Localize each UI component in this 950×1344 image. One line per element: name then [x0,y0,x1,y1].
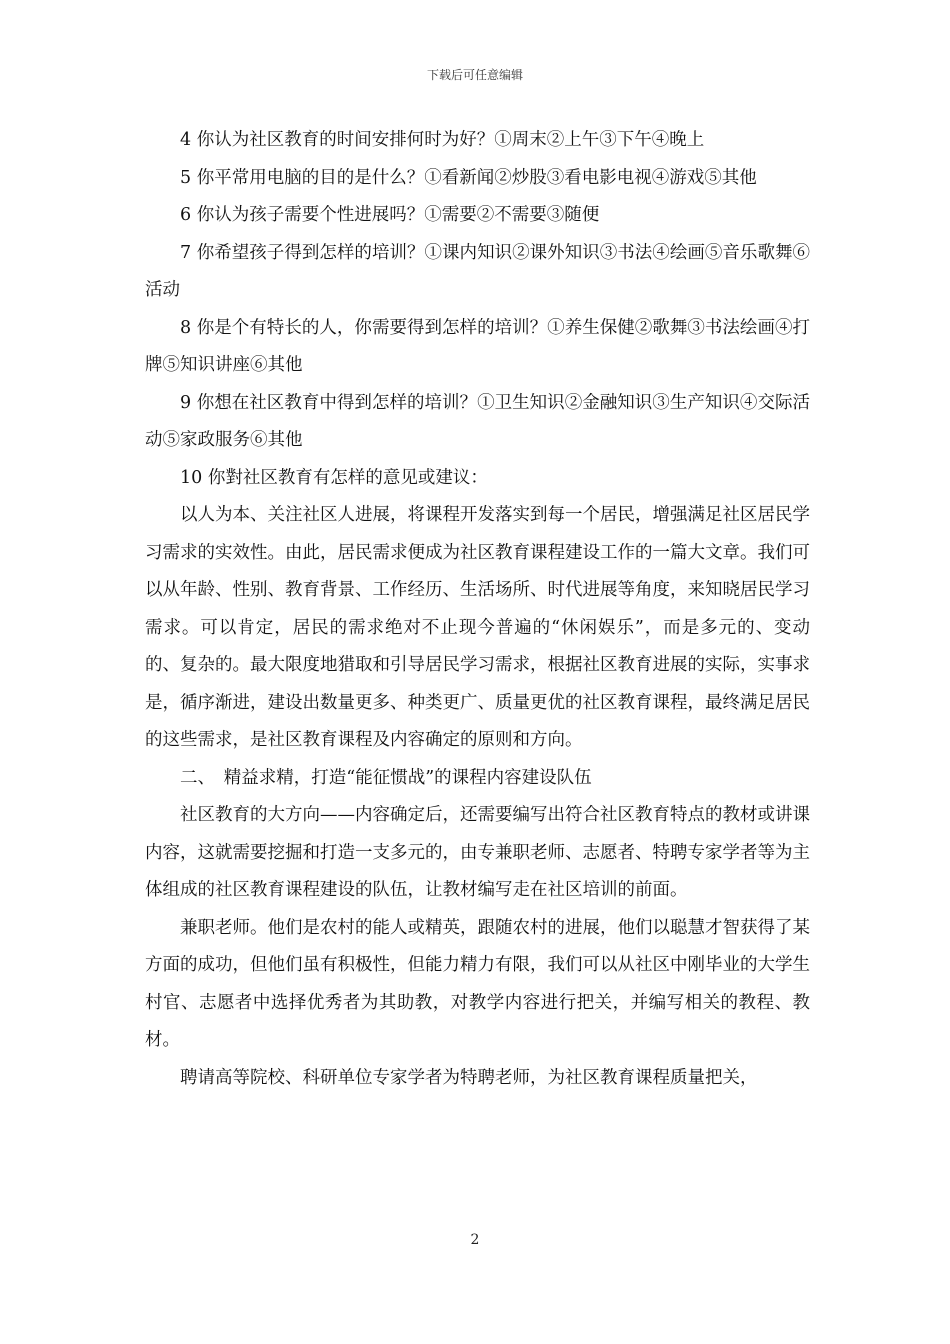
body-paragraph: 聘请高等院校、科研单位专家学者为特聘老师，为社区教育课程质量把关， [180,1067,758,1088]
section-heading: 二、 精益求精，打造“能征惯战”的课程内容建设队伍 [180,767,592,788]
body-paragraph: 以人为本、关注社区人进展，将课程开发落实到每一个居民，增强满足社区居民学习需求的实效性。由此，居民需求便成为社区教育课程建设工作的一篇大文章。我们可以从年龄、性别、教育背景、工作经历、生活场所、时代进展等角度，来知晓居民学习需求。可以肯定，居民的需求绝对不止现今普遍的“休闲娱乐”，而是多元的、变动的、复杂的。最大限度地猎取和引导居民学习需求，根据社区教育进展的实际，实事求是，循序渐进，建设出数量更多、种类更广、质量更优的社区教育课程，最终满足居民的这些需求，是社区教育课程及内容确定的原则和方向。 [145,505,810,750]
page-header: 下载后可任意编辑 [426,68,523,82]
body-paragraph: 兼职老师。他们是农村的能人或精英，跟随农村的进展，他们以聪慧才智获得了某方面的成功，但他们虽有积极性，但能力精力有限，我们可以从社区中刚毕业的大学生村官、志愿者中选择优秀者为其助教，对教学内容进行把关，并编写相关的教程、教材。 [145,917,810,1050]
survey-question-10: 10 你對社区教育有怎样的意见或建议： [180,467,488,488]
document-body [145,122,810,1097]
survey-question-7: 7 你希望孩子得到怎样的培训？①课内知识②课外知识③书法④绘画⑤音乐歌舞⑥活动 [145,242,810,300]
body-paragraph: 社区教育的大方向——内容确定后，还需要编写出符合社区教育特点的教材或讲课内容，这就需要挖掘和打造一支多元的，由专兼职老师、志愿者、特聘专家学者等为主体组成的社区教育课程建设的队伍，让教材编写走在社区培训的前面。 [145,805,810,900]
survey-question-8: 8 你是个有特长的人，你需要得到怎样的培训？①养生保健②歌舞③书法绘画④打牌⑤知识讲座⑥其他 [145,317,810,375]
survey-question-6: 6 你认为孩子需要个性进展吗？①需要②不需要③随便 [180,205,600,225]
survey-question-5: 5 你平常用电脑的目的是什么？①看新闻②炒股③看电影电视④游戏⑤其他 [180,167,757,188]
page-number: 2 [470,1232,480,1248]
survey-question-9: 9 你想在社区教育中得到怎样的培训？①卫生知识②金融知识③生产知识④交际活动⑤家政服务⑥其他 [145,392,810,450]
survey-question-4: 4 你认为社区教育的时间安排何时为好？①周末②上午③下午④晚上 [180,130,705,150]
